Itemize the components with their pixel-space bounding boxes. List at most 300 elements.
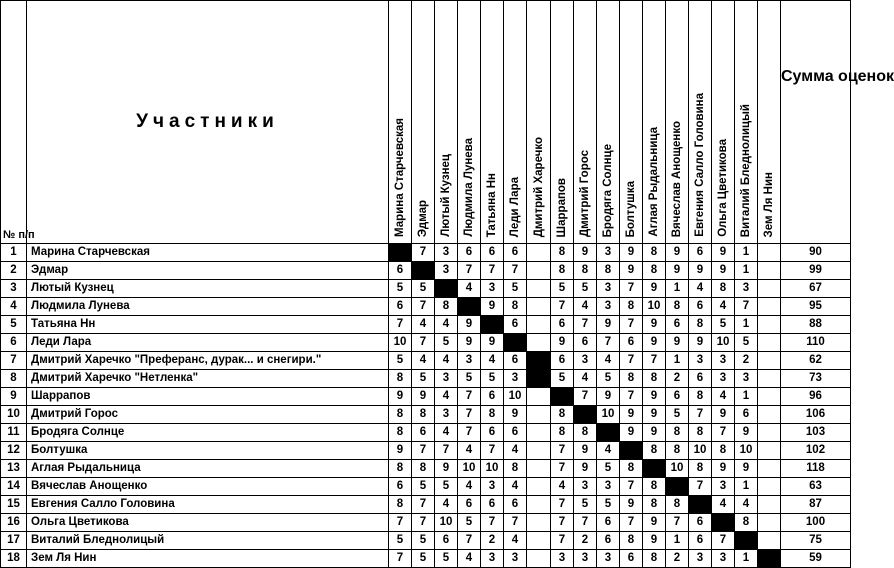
participant-column-label: Аглая Рыдальница <box>648 127 660 237</box>
score-cell: 7 <box>412 298 435 316</box>
participant-name: Евгения Салло Головина <box>27 496 389 514</box>
score-cell: 8 <box>574 424 597 442</box>
score-cell: 6 <box>620 550 643 568</box>
score-cell: 3 <box>597 280 620 298</box>
table-row <box>1 244 851 262</box>
score-cell: 3 <box>712 550 735 568</box>
score-cell: 6 <box>458 496 481 514</box>
score-cell: 8 <box>643 244 666 262</box>
score-cell: 6 <box>597 514 620 532</box>
sum-cell: 75 <box>781 532 851 550</box>
sum-cell: 100 <box>781 514 851 532</box>
score-cell: 9 <box>643 532 666 550</box>
score-cell: 6 <box>458 244 481 262</box>
row-number: 2 <box>1 262 27 280</box>
participant-name: Аглая Рыдальница <box>27 460 389 478</box>
score-cell: 8 <box>666 424 689 442</box>
participants-column-header: Участники <box>27 1 389 244</box>
number-column-header: № п/п <box>1 1 27 244</box>
score-cell: 8 <box>551 424 574 442</box>
score-cell <box>527 496 551 514</box>
score-cell: 9 <box>735 424 758 442</box>
score-cell: 5 <box>597 370 620 388</box>
participant-column-label: Эдмар <box>417 199 429 237</box>
score-cell: 8 <box>666 442 689 460</box>
score-cell: 7 <box>412 244 435 262</box>
score-cell: 7 <box>666 514 689 532</box>
participant-column-header <box>643 1 666 244</box>
score-cell: 8 <box>389 496 412 514</box>
score-cell <box>758 460 781 478</box>
score-cell: 7 <box>620 280 643 298</box>
score-cell: 2 <box>666 370 689 388</box>
participant-column-header <box>620 1 643 244</box>
score-cell: 3 <box>574 478 597 496</box>
score-cell: 5 <box>574 280 597 298</box>
score-cell: 7 <box>689 406 712 424</box>
score-cell: 9 <box>389 442 412 460</box>
score-cell: 8 <box>597 262 620 280</box>
self-cell <box>597 424 620 442</box>
score-cell: 6 <box>689 298 712 316</box>
score-cell <box>758 442 781 460</box>
score-cell: 3 <box>551 550 574 568</box>
score-cell: 4 <box>689 280 712 298</box>
score-cell: 9 <box>620 244 643 262</box>
score-cell: 4 <box>435 496 458 514</box>
score-cell: 7 <box>389 514 412 532</box>
score-cell <box>758 244 781 262</box>
table-row <box>1 514 851 532</box>
score-cell: 4 <box>712 496 735 514</box>
participant-column-label: Евгения Салло Головина <box>694 93 706 237</box>
score-cell <box>527 532 551 550</box>
score-cell: 5 <box>435 478 458 496</box>
participant-column-label: Шаррапов <box>556 177 568 237</box>
score-cell: 4 <box>574 298 597 316</box>
row-number: 3 <box>1 280 27 298</box>
score-cell: 5 <box>458 370 481 388</box>
participant-name: Вячеслав Анощенко <box>27 478 389 496</box>
score-cell: 3 <box>435 244 458 262</box>
sum-cell: 90 <box>781 244 851 262</box>
score-cell: 8 <box>666 298 689 316</box>
score-cell: 3 <box>435 406 458 424</box>
score-cell: 5 <box>412 280 435 298</box>
score-cell: 6 <box>551 316 574 334</box>
participant-name: Эдмар <box>27 262 389 280</box>
score-cell: 8 <box>389 424 412 442</box>
score-cell: 7 <box>620 316 643 334</box>
row-number: 8 <box>1 370 27 388</box>
score-cell: 3 <box>735 280 758 298</box>
row-number: 7 <box>1 352 27 370</box>
score-cell: 5 <box>735 334 758 352</box>
self-cell <box>689 496 712 514</box>
score-cell: 6 <box>481 388 504 406</box>
score-cell: 6 <box>481 244 504 262</box>
participant-name: Дмитрий Горос <box>27 406 389 424</box>
table-row <box>1 442 851 460</box>
score-cell <box>758 298 781 316</box>
self-cell <box>712 514 735 532</box>
score-cell: 3 <box>458 352 481 370</box>
sum-cell: 103 <box>781 424 851 442</box>
row-number: 9 <box>1 388 27 406</box>
score-cell: 9 <box>643 388 666 406</box>
score-cell <box>758 334 781 352</box>
score-cell: 5 <box>435 334 458 352</box>
participant-name: Шаррапов <box>27 388 389 406</box>
score-cell: 3 <box>481 280 504 298</box>
score-cell: 4 <box>458 550 481 568</box>
sum-cell: 62 <box>781 352 851 370</box>
row-number: 5 <box>1 316 27 334</box>
participant-column-label: Людмила Лунева <box>463 138 475 237</box>
score-cell: 1 <box>735 478 758 496</box>
score-cell: 5 <box>574 496 597 514</box>
score-cell: 3 <box>597 244 620 262</box>
participant-name: Татьяна Нн <box>27 316 389 334</box>
score-cell: 10 <box>481 460 504 478</box>
participant-column-label: Ольга Цветикова <box>717 139 729 237</box>
score-cell: 4 <box>551 478 574 496</box>
row-number: 14 <box>1 478 27 496</box>
score-cell: 5 <box>458 514 481 532</box>
participant-name: Лютый Кузнец <box>27 280 389 298</box>
participant-column-label: Лютый Кузнец <box>440 154 452 237</box>
participant-column-header <box>504 1 527 244</box>
score-cell <box>527 298 551 316</box>
participant-column-label: Марина Старчевская <box>394 118 406 237</box>
participant-column-header <box>389 1 412 244</box>
table-row <box>1 280 851 298</box>
score-cell: 6 <box>504 424 527 442</box>
score-cell <box>527 406 551 424</box>
score-cell: 8 <box>412 460 435 478</box>
score-cell: 8 <box>643 370 666 388</box>
score-cell: 4 <box>412 352 435 370</box>
sum-cell: 63 <box>781 478 851 496</box>
score-cell: 5 <box>435 550 458 568</box>
table-row <box>1 550 851 568</box>
score-cell: 10 <box>458 460 481 478</box>
score-cell: 8 <box>551 262 574 280</box>
score-cell: 7 <box>551 496 574 514</box>
score-cell: 3 <box>597 298 620 316</box>
score-cell: 8 <box>504 460 527 478</box>
score-cell: 7 <box>481 514 504 532</box>
score-cell: 10 <box>735 442 758 460</box>
score-cell: 10 <box>643 298 666 316</box>
score-cell: 4 <box>458 478 481 496</box>
score-cell: 4 <box>412 316 435 334</box>
score-cell: 8 <box>689 316 712 334</box>
score-cell: 7 <box>412 442 435 460</box>
participant-name: Дмитрий Харечко "Нетленка" <box>27 370 389 388</box>
participant-column-header <box>758 1 781 244</box>
score-cell: 8 <box>712 442 735 460</box>
score-cell: 7 <box>458 532 481 550</box>
score-cell <box>758 406 781 424</box>
table-row <box>1 496 851 514</box>
score-cell <box>758 370 781 388</box>
score-cell: 7 <box>412 514 435 532</box>
score-cell: 9 <box>620 406 643 424</box>
row-number: 10 <box>1 406 27 424</box>
sum-cell: 106 <box>781 406 851 424</box>
score-cell: 9 <box>574 244 597 262</box>
sum-cell: 88 <box>781 316 851 334</box>
score-cell: 7 <box>551 460 574 478</box>
score-cell: 4 <box>435 388 458 406</box>
score-cell: 9 <box>620 424 643 442</box>
table-row <box>1 460 851 478</box>
score-cell: 8 <box>389 460 412 478</box>
score-cell: 7 <box>574 388 597 406</box>
score-cell: 9 <box>435 460 458 478</box>
score-cell: 7 <box>458 262 481 280</box>
score-cell: 5 <box>551 280 574 298</box>
participant-name: Людмила Лунева <box>27 298 389 316</box>
score-cell: 3 <box>712 370 735 388</box>
score-cell: 7 <box>643 352 666 370</box>
score-cell <box>758 496 781 514</box>
score-cell: 9 <box>689 334 712 352</box>
row-number: 12 <box>1 442 27 460</box>
sum-cell: 118 <box>781 460 851 478</box>
score-cell: 8 <box>620 460 643 478</box>
score-cell: 7 <box>504 514 527 532</box>
score-cell: 6 <box>666 316 689 334</box>
score-cell: 7 <box>504 262 527 280</box>
score-cell: 1 <box>735 550 758 568</box>
score-cell: 10 <box>389 334 412 352</box>
participant-name: Болтушка <box>27 442 389 460</box>
score-cell: 6 <box>689 244 712 262</box>
score-cell <box>527 442 551 460</box>
score-cell: 9 <box>597 316 620 334</box>
score-cell: 5 <box>712 316 735 334</box>
score-cell: 8 <box>689 424 712 442</box>
score-cell: 7 <box>435 442 458 460</box>
score-cell: 4 <box>597 442 620 460</box>
score-cell: 4 <box>458 442 481 460</box>
score-cell: 3 <box>504 550 527 568</box>
score-cell: 7 <box>389 550 412 568</box>
score-cell: 5 <box>389 532 412 550</box>
participant-column-header <box>597 1 620 244</box>
score-cell: 6 <box>504 244 527 262</box>
score-cell: 5 <box>412 478 435 496</box>
score-cell: 3 <box>481 550 504 568</box>
score-cell <box>527 478 551 496</box>
score-cell: 1 <box>735 316 758 334</box>
score-cell: 9 <box>712 262 735 280</box>
score-cell: 6 <box>435 532 458 550</box>
score-cell: 6 <box>689 532 712 550</box>
score-cell: 3 <box>689 352 712 370</box>
score-cell: 1 <box>735 388 758 406</box>
table-row <box>1 352 851 370</box>
score-cell: 1 <box>666 352 689 370</box>
self-cell <box>527 370 551 388</box>
sum-cell: 67 <box>781 280 851 298</box>
score-cell <box>527 550 551 568</box>
score-cell: 6 <box>597 532 620 550</box>
sum-cell: 96 <box>781 388 851 406</box>
self-cell <box>458 298 481 316</box>
score-cell: 8 <box>389 370 412 388</box>
score-cell: 7 <box>620 478 643 496</box>
score-cell <box>527 388 551 406</box>
score-cell <box>758 352 781 370</box>
table-row <box>1 388 851 406</box>
score-cell: 8 <box>735 514 758 532</box>
score-cell: 7 <box>620 514 643 532</box>
score-cell: 7 <box>458 406 481 424</box>
score-cell: 3 <box>712 352 735 370</box>
score-cell: 8 <box>481 406 504 424</box>
score-cell <box>527 460 551 478</box>
score-cell: 6 <box>389 298 412 316</box>
score-cell: 6 <box>389 262 412 280</box>
score-cell: 4 <box>574 370 597 388</box>
score-cell: 2 <box>666 550 689 568</box>
score-cell: 8 <box>574 262 597 280</box>
participant-column-label: Виталий Бледнолицый <box>740 103 752 237</box>
score-cell: 6 <box>574 334 597 352</box>
score-cell: 4 <box>481 352 504 370</box>
score-cell: 9 <box>458 334 481 352</box>
score-cell: 4 <box>435 424 458 442</box>
score-cell: 5 <box>481 370 504 388</box>
score-cell: 6 <box>620 334 643 352</box>
self-cell <box>481 316 504 334</box>
score-cell: 8 <box>504 298 527 316</box>
score-cell: 1 <box>666 532 689 550</box>
score-cell: 9 <box>712 460 735 478</box>
row-number: 6 <box>1 334 27 352</box>
header-row <box>1 1 851 244</box>
score-cell: 9 <box>620 262 643 280</box>
score-cell: 6 <box>504 352 527 370</box>
score-cell: 5 <box>597 496 620 514</box>
participant-name: Бродяга Солнце <box>27 424 389 442</box>
score-cell: 7 <box>574 514 597 532</box>
self-cell <box>435 280 458 298</box>
score-cell: 6 <box>666 388 689 406</box>
self-cell <box>620 442 643 460</box>
score-cell: 8 <box>551 406 574 424</box>
participant-column-header <box>666 1 689 244</box>
score-cell: 8 <box>666 496 689 514</box>
score-cell: 4 <box>712 298 735 316</box>
score-cell: 5 <box>412 532 435 550</box>
score-cell <box>527 514 551 532</box>
participant-column-label: Бродяга Солнце <box>602 143 614 237</box>
score-cell: 9 <box>389 388 412 406</box>
score-cell: 9 <box>666 262 689 280</box>
score-cell <box>758 262 781 280</box>
score-cell: 8 <box>689 460 712 478</box>
score-cell: 8 <box>620 370 643 388</box>
score-cell: 9 <box>597 388 620 406</box>
score-cell: 6 <box>389 478 412 496</box>
score-cell: 5 <box>389 280 412 298</box>
participant-column-header <box>735 1 758 244</box>
score-cell: 8 <box>620 298 643 316</box>
score-cell: 9 <box>643 334 666 352</box>
row-number: 11 <box>1 424 27 442</box>
score-cell: 2 <box>481 532 504 550</box>
participant-name: Зем Ля Нин <box>27 550 389 568</box>
table-row <box>1 478 851 496</box>
score-cell: 7 <box>712 532 735 550</box>
sum-cell: 73 <box>781 370 851 388</box>
score-cell <box>527 334 551 352</box>
score-cell: 7 <box>551 514 574 532</box>
participant-column-label: Зем Ля Нин <box>763 171 775 237</box>
score-cell: 7 <box>458 388 481 406</box>
table-row <box>1 316 851 334</box>
participant-column-header <box>458 1 481 244</box>
score-cell: 8 <box>551 244 574 262</box>
row-number: 13 <box>1 460 27 478</box>
score-cell: 6 <box>412 424 435 442</box>
score-cell <box>758 316 781 334</box>
score-cell: 6 <box>481 424 504 442</box>
participant-column-header <box>412 1 435 244</box>
score-cell: 10 <box>712 334 735 352</box>
self-cell <box>389 244 412 262</box>
score-cell <box>527 316 551 334</box>
score-cell: 3 <box>689 550 712 568</box>
score-cell: 1 <box>735 244 758 262</box>
score-cell: 4 <box>435 352 458 370</box>
score-cell <box>758 532 781 550</box>
sum-cell: 99 <box>781 262 851 280</box>
score-cell: 9 <box>735 460 758 478</box>
table-row <box>1 262 851 280</box>
score-cell: 9 <box>666 334 689 352</box>
score-cell: 1 <box>735 262 758 280</box>
table-row <box>1 532 851 550</box>
score-cell: 7 <box>735 298 758 316</box>
score-cell: 8 <box>643 550 666 568</box>
score-cell: 3 <box>481 478 504 496</box>
row-number: 18 <box>1 550 27 568</box>
score-cell: 7 <box>551 442 574 460</box>
score-cell: 7 <box>574 316 597 334</box>
participant-column-label: Вячеслав Анощенко <box>671 120 683 237</box>
score-cell: 3 <box>574 550 597 568</box>
score-cell: 6 <box>689 514 712 532</box>
score-cell: 10 <box>666 460 689 478</box>
score-cell: 6 <box>689 370 712 388</box>
score-cell: 10 <box>689 442 712 460</box>
score-cell: 8 <box>689 388 712 406</box>
score-cell <box>758 478 781 496</box>
score-cell: 9 <box>643 424 666 442</box>
participant-column-header <box>689 1 712 244</box>
row-number: 15 <box>1 496 27 514</box>
participant-name: Ольга Цветикова <box>27 514 389 532</box>
score-cell: 9 <box>712 244 735 262</box>
score-cell: 8 <box>643 496 666 514</box>
score-cell: 2 <box>735 352 758 370</box>
table-row <box>1 370 851 388</box>
